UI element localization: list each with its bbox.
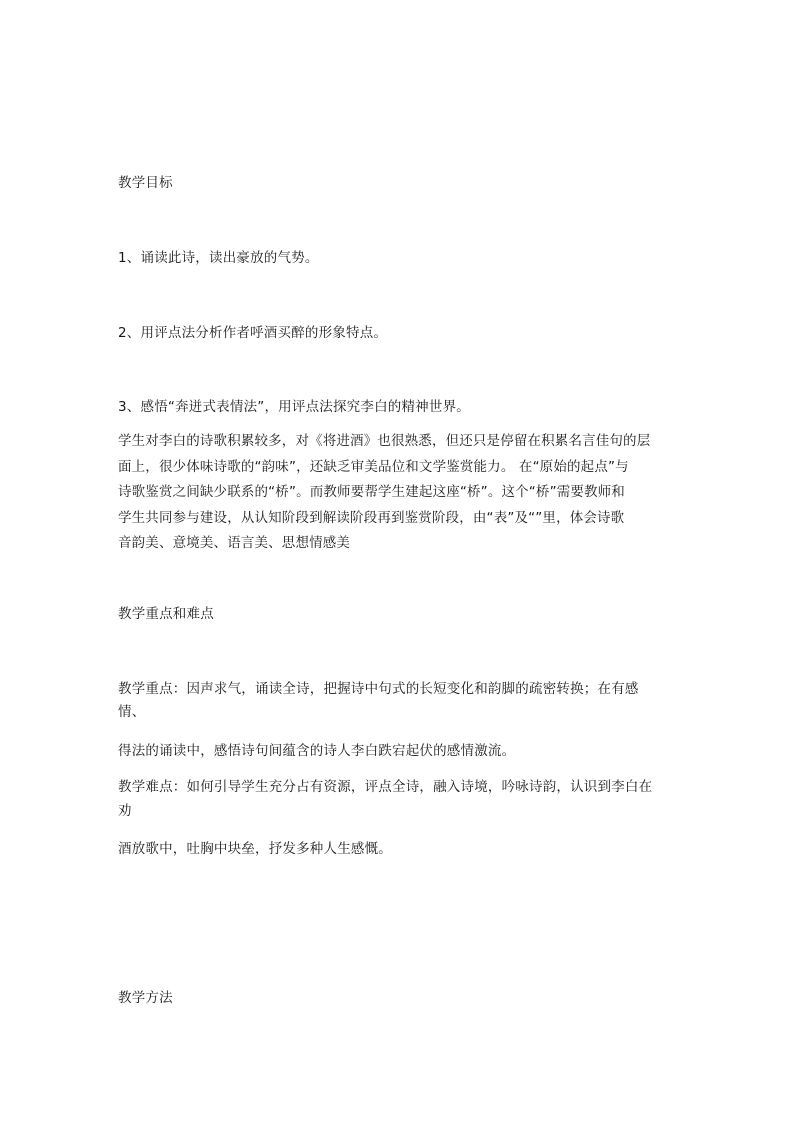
- objective-item-1: 1、诵读此诗，读出豪放的气势。: [118, 250, 319, 266]
- teaching-difficulty-line-2: 劝: [118, 803, 132, 819]
- teaching-focus-line-3: 得法的诵读中，感悟诗句间蕴含的诗人李白跌宕起伏的感情激流。: [118, 743, 516, 759]
- analysis-line-4: 学生共同参与建设，从认知阶段到解读阶段再到鉴赏阶段，由“表”及“”里，体会诗歌: [118, 509, 625, 526]
- teaching-difficulty-line-1: 教学难点：如何引导学生充分占有资源，评点全诗，融入诗境，吟咏诗韵，认识到李白在: [118, 779, 653, 795]
- objective-item-3: 3、感悟“奔迸式表情法”，用评点法探究李白的精神世界。: [118, 399, 470, 415]
- teaching-focus-line-1: 教学重点：因声求气，诵读全诗，把握诗中句式的长短变化和韵脚的疏密转换；在有感: [118, 681, 639, 697]
- methods-heading: 教学方法: [118, 990, 173, 1006]
- analysis-line-1: 学生对李白的诗歌积累较多，对《将进酒》也很熟悉，但还只是停留在积累名言佳句的层: [118, 433, 651, 449]
- objective-item-2: 2、用评点法分析作者呼酒买醉的形象特点。: [118, 325, 388, 341]
- analysis-line-3: 诗歌鉴赏之间缺少联系的“桥”。而教师要帮学生建起这座“桥”。这个“桥”需要教师和: [118, 484, 625, 500]
- teaching-focus-line-2: 情、: [118, 704, 146, 720]
- analysis-line-5: 音韵美、意境美、语言美、思想情感美: [118, 535, 351, 551]
- objectives-heading: 教学目标: [118, 175, 173, 191]
- student-analysis-paragraph: [118, 429, 688, 557]
- analysis-line-2: 面上，很少体味诗歌的“韵味”，还缺乏审美品位和文学鉴赏能力。 在“原始的起点”与: [118, 458, 629, 475]
- teaching-difficulty-line-3: 酒放歌中，吐胸中块垒，抒发多种人生感慨。: [118, 841, 392, 857]
- key-points-heading: 教学重点和难点: [118, 606, 214, 622]
